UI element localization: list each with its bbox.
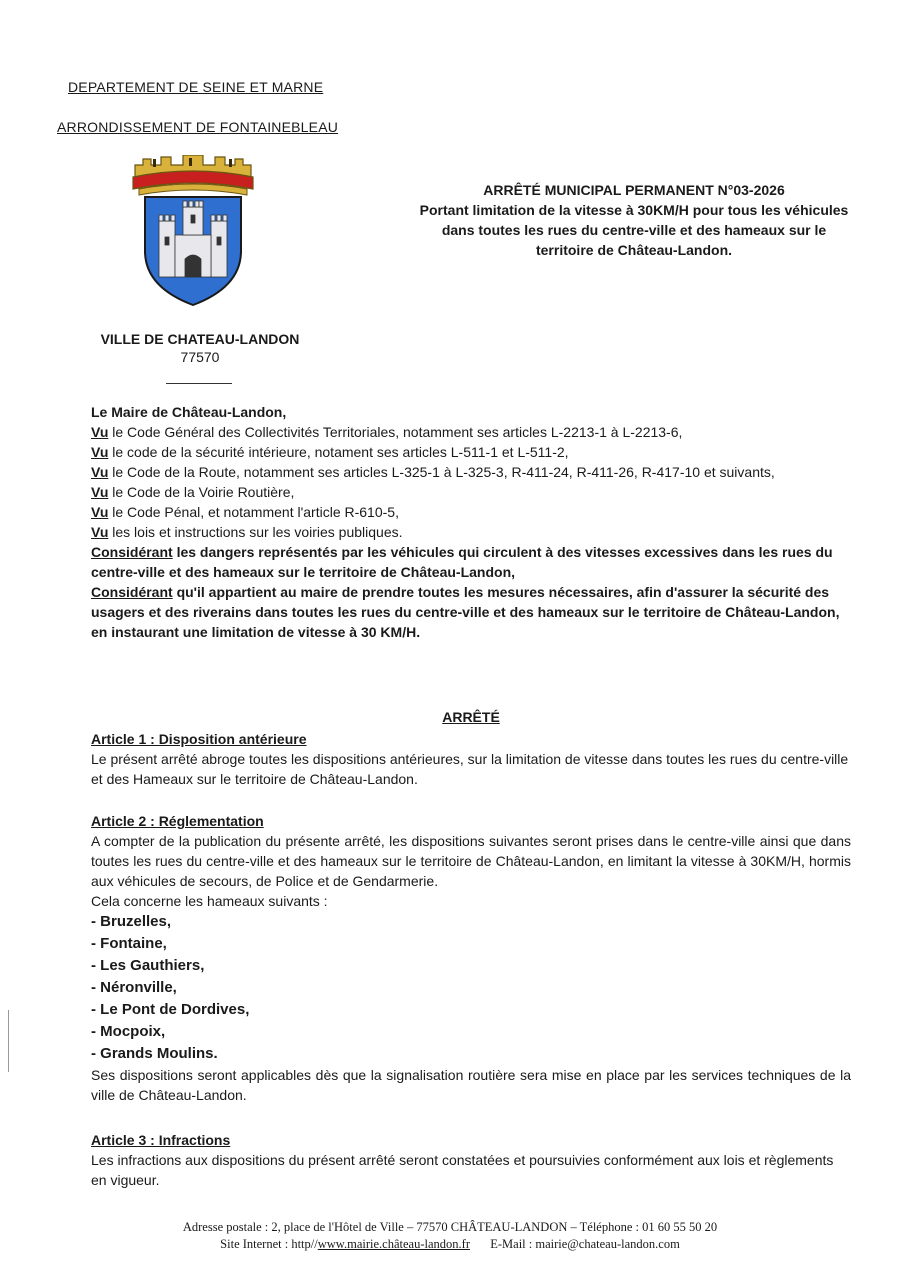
hameau-item: - Grands Moulins. bbox=[91, 1045, 218, 1062]
considerant-text: qu'il appartient au maire de prendre toutes les mesures nécessaires, afin d'assurer la sécurité des usagers et des riverains dans toutes les rues du centre-ville et des hameaux sur le territoire de Château-Landon, en instaurant une limitation de vitesse à 30 KM/H. bbox=[91, 584, 840, 640]
vu-line bbox=[91, 482, 851, 502]
maire-line: Le Maire de Château-Landon, bbox=[91, 404, 287, 420]
vu-text: le Code de la Route, notamment ses articles L-325-1 à L-325-3, R-411-24, R-411-26, R-417-10 et suivants, bbox=[108, 464, 775, 480]
arrete-title-block bbox=[408, 180, 860, 260]
vu-label: Vu bbox=[91, 424, 109, 440]
mural-crown-icon bbox=[133, 155, 253, 195]
vu-line bbox=[91, 522, 851, 542]
footer-site-label: Site Internet : http// bbox=[220, 1237, 318, 1251]
arrondissement-header: ARRONDISSEMENT DE FONTAINEBLEAU bbox=[57, 119, 339, 135]
vu-line bbox=[91, 462, 851, 482]
hameau-item: - Fontaine, bbox=[91, 935, 167, 952]
scan-edge-line bbox=[8, 1010, 9, 1072]
postal-code: 77570 bbox=[180, 349, 220, 365]
vu-text: le code de la sécurité intérieure, notament ses articles L-511-1 et L-511-2, bbox=[108, 444, 569, 460]
article-2-heading: Article 2 : Réglementation bbox=[91, 813, 264, 829]
footer-email: E-Mail : mairie@chateau-landon.com bbox=[490, 1237, 680, 1251]
hameau-item: - Les Gauthiers, bbox=[91, 957, 205, 974]
considerant-paragraph bbox=[91, 542, 851, 582]
vu-text: les lois et instructions sur les voiries publiques. bbox=[108, 524, 403, 540]
arrete-subtitle-line: dans toutes les rues du centre-ville et des hameaux sur le bbox=[441, 222, 827, 238]
vu-label: Vu bbox=[91, 504, 109, 520]
vu-line bbox=[91, 442, 851, 462]
hameau-item: - Mocpoix, bbox=[91, 1023, 166, 1040]
vu-label: Vu bbox=[91, 464, 109, 480]
vu-line bbox=[91, 502, 851, 522]
article-1-heading: Article 1 : Disposition antérieure bbox=[91, 731, 307, 747]
arrete-heading-wrap bbox=[91, 707, 851, 727]
article-3 bbox=[91, 1130, 851, 1190]
arrete-subtitle-line: Portant limitation de la vitesse à 30KM/H pour tous les véhicules bbox=[419, 202, 849, 218]
article-1 bbox=[91, 729, 851, 789]
considerant-paragraph bbox=[91, 582, 851, 642]
article-2 bbox=[91, 811, 851, 1105]
hameau-item: - Le Pont de Dordives, bbox=[91, 1001, 250, 1018]
article-1-text: Le présent arrêté abroge toutes les dispositions antérieures, sur la limitation de vitesse dans toutes les rues du centre-ville et des Hameaux sur le territoire de Château-Landon. bbox=[91, 751, 849, 787]
vu-label: Vu bbox=[91, 444, 109, 460]
footer bbox=[120, 1219, 780, 1253]
footer-contact bbox=[120, 1236, 780, 1253]
article-2-closing: Ses dispositions seront applicables dès que la signalisation routière sera mise en place par les services techniques de la ville de Château-Landon. bbox=[91, 1067, 851, 1103]
arrete-subtitle-line: territoire de Château-Landon. bbox=[535, 242, 733, 258]
footer-address: Adresse postale : 2, place de l'Hôtel de Ville – 77570 CHÂTEAU-LANDON – Téléphone : 01 60 55 50 20 bbox=[182, 1220, 718, 1234]
hameaux-intro: Cela concerne les hameaux suivants : bbox=[91, 893, 328, 909]
article-2-text: A compter de la publication du présente arrêté, les dispositions suivantes seront prises dans le centre-ville ainsi que dans toutes les rues du centre-ville et des hameaux sur le territoire de Château-Landon, en limitant la vitesse à 30KM/H, hormis aux véhicules de secours, de Police et de Gendarmerie. bbox=[91, 833, 851, 889]
article-3-text: Les infractions aux dispositions du présent arrêté seront constatées et poursuivies conformément aux lois et règlements en vigueur. bbox=[91, 1152, 834, 1188]
divider bbox=[166, 383, 232, 384]
vu-text: le Code Général des Collectivités Territoriales, notamment ses articles L-2213-1 à L-2213-6, bbox=[108, 424, 683, 440]
vu-text: le Code Pénal, et notamment l'article R-610-5, bbox=[108, 504, 399, 520]
vu-text: le Code de la Voirie Routière, bbox=[108, 484, 295, 500]
hameau-item: - Bruzelles, bbox=[91, 913, 172, 930]
arrete-heading: ARRÊTÉ bbox=[442, 709, 500, 725]
article-3-heading: Article 3 : Infractions bbox=[91, 1132, 231, 1148]
preamble bbox=[91, 402, 851, 642]
considerant-label: Considérant bbox=[91, 544, 173, 560]
vu-label: Vu bbox=[91, 524, 109, 540]
ville-name: VILLE DE CHATEAU-LANDON bbox=[100, 331, 300, 347]
considerant-text: les dangers représentés par les véhicules qui circulent à des vitesses excessives dans les rues du centre-ville et des hameaux sur le territoire de Château-Landon, bbox=[91, 544, 833, 580]
vu-label: Vu bbox=[91, 484, 109, 500]
vu-line bbox=[91, 422, 851, 442]
coat-of-arms-logo bbox=[127, 155, 259, 307]
considerant-label: Considérant bbox=[91, 584, 173, 600]
arrete-number: ARRÊTÉ MUNICIPAL PERMANENT N°03-2026 bbox=[483, 182, 785, 198]
departement-header: DEPARTEMENT DE SEINE ET MARNE bbox=[68, 79, 324, 95]
hameau-item: - Néronville, bbox=[91, 979, 177, 996]
footer-site-link[interactable]: www.mairie.château-landon.fr bbox=[317, 1237, 470, 1251]
